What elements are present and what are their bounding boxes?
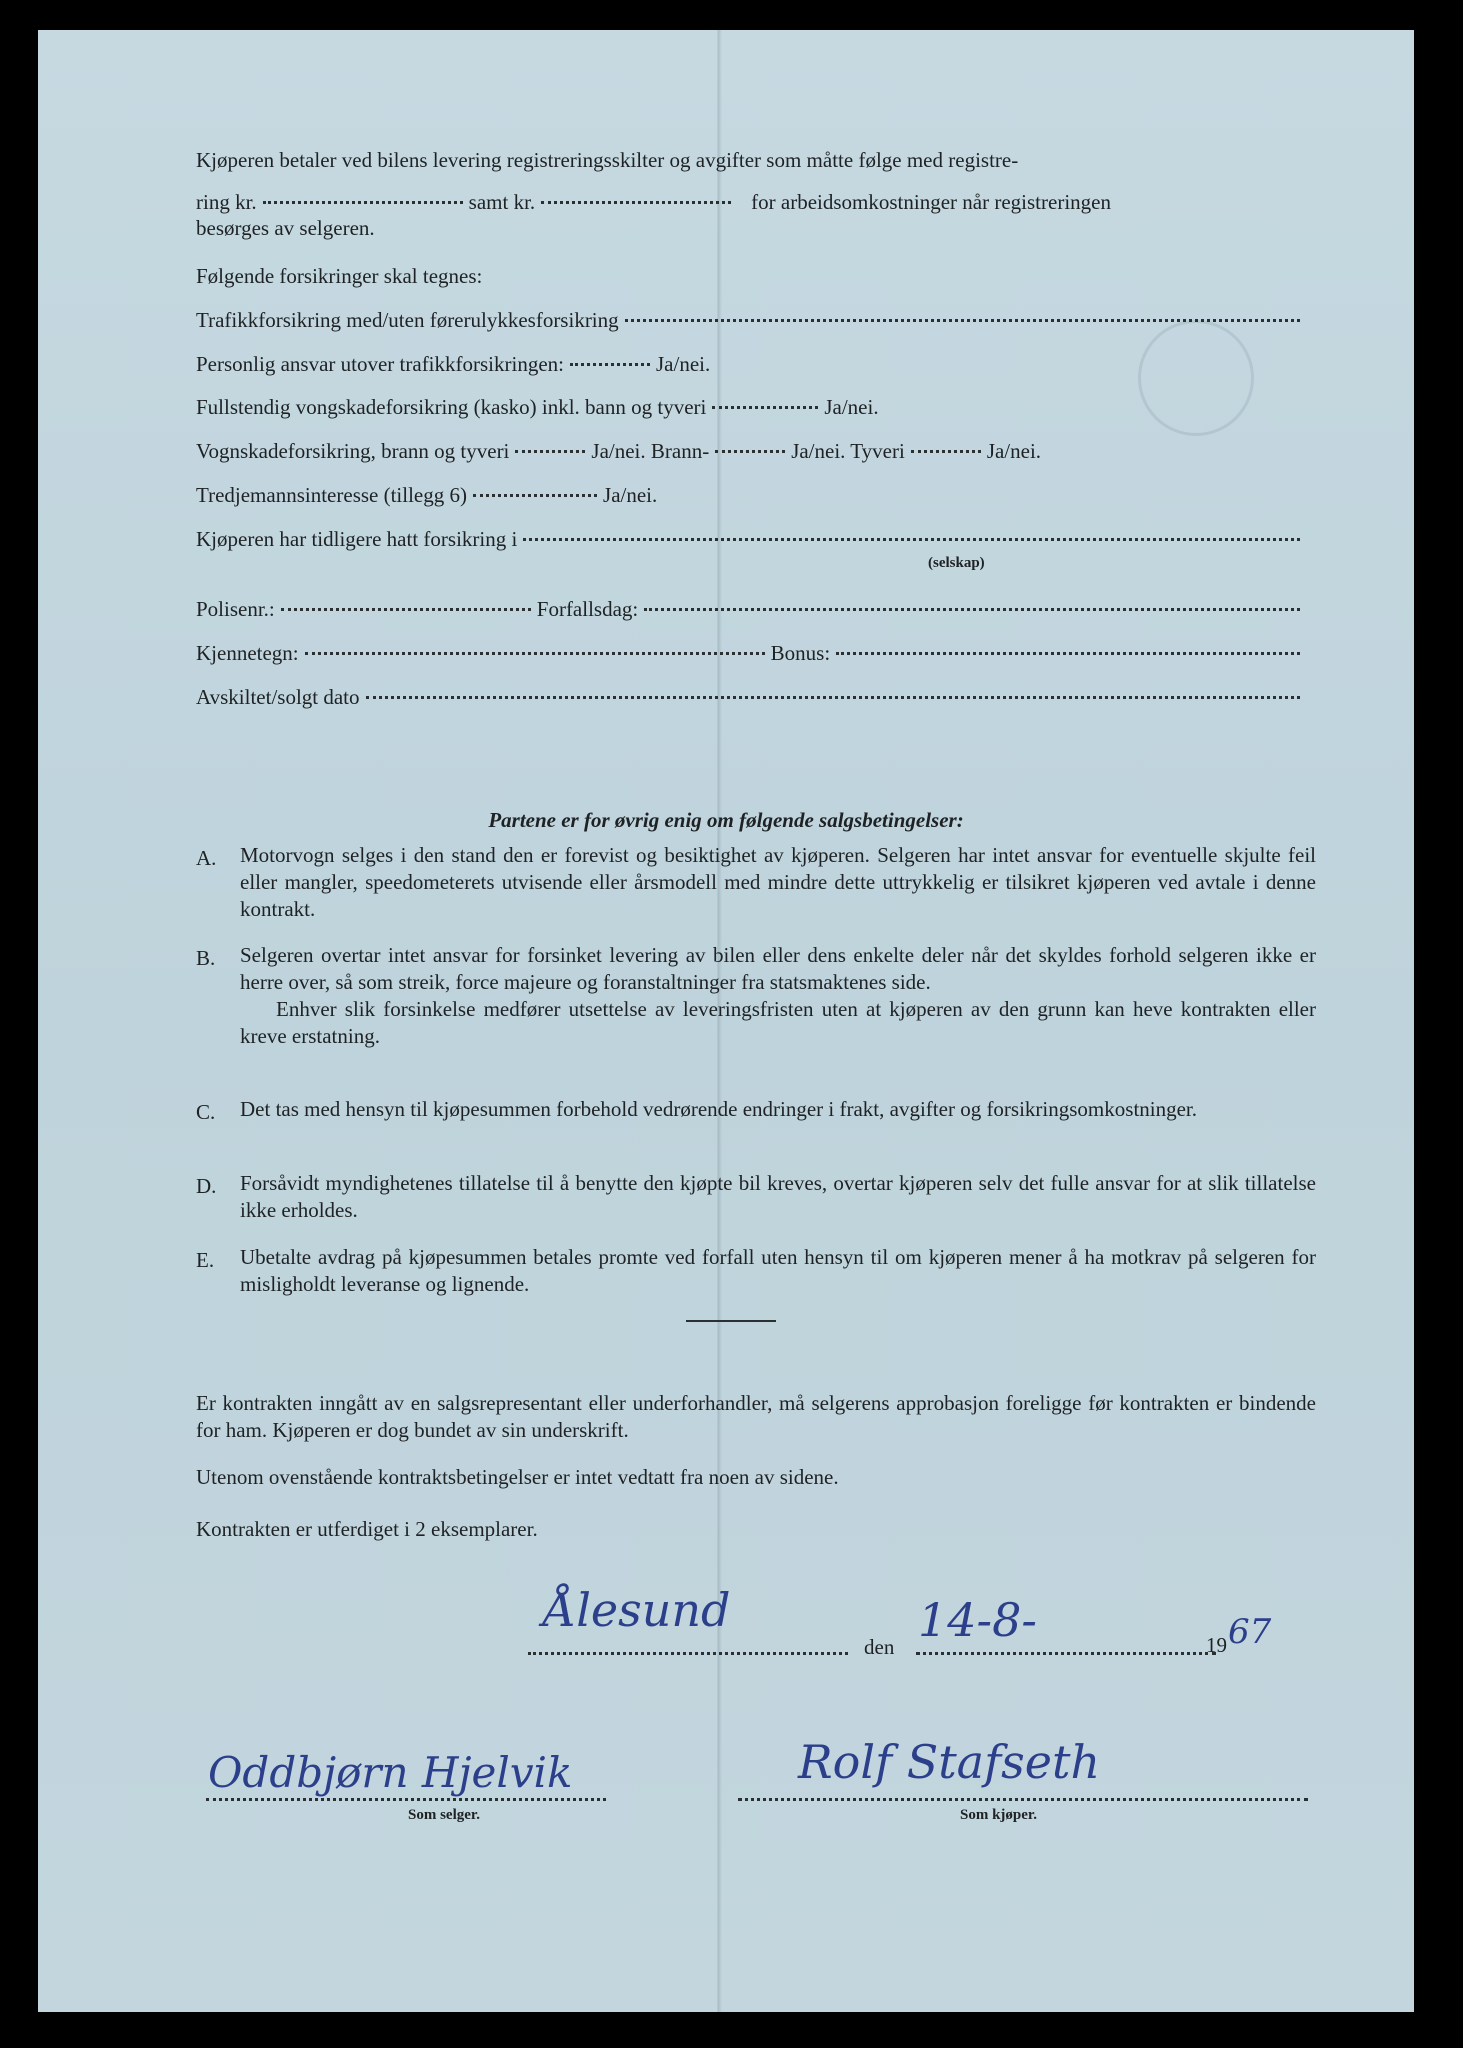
clause-letter: C. bbox=[196, 1100, 216, 1124]
clause-text: Ubetalte avdrag på kjøpesummen betales promte ved forfall uten hensyn til om kjøperen mener å ha motkrav på selgeren for misligholdt leveranse og lignende. bbox=[240, 1245, 1316, 1296]
divider bbox=[686, 1320, 776, 1322]
handwritten-place: Ålesund bbox=[543, 1583, 731, 1637]
plate-field[interactable] bbox=[305, 652, 765, 655]
clause-letter: D. bbox=[196, 1174, 217, 1198]
clause-b-main: Selgeren overtar intet ansvar for forsinket levering av bilen eller dens enkelte deler når det skyldes forhold selgeren ikke er herre over, så som streik, force majeure og foranstaltninger fra statsmaktenes side. bbox=[240, 943, 1316, 994]
intro-text-3: besørges av selgeren. bbox=[196, 216, 375, 240]
prior-insurance-row bbox=[196, 527, 1306, 552]
clause-a bbox=[196, 842, 1316, 923]
prior-insurance-label: Kjøperen har tidligere hatt forsikring i bbox=[196, 527, 518, 551]
clause-b bbox=[196, 942, 1316, 1050]
prior-insurance-company-field[interactable] bbox=[523, 538, 1300, 541]
place-field[interactable] bbox=[528, 1652, 848, 1655]
seller-label: Som selger. bbox=[408, 1807, 480, 1823]
buyer-label: Som kjøper. bbox=[960, 1807, 1037, 1823]
clause-e bbox=[196, 1244, 1316, 1298]
full-insurance-label: Fullstendig vongskadeforsikring (kasko) inkl. bann og tyveri bbox=[196, 395, 707, 419]
policy-row bbox=[196, 597, 1306, 622]
intro-line-1 bbox=[196, 148, 1306, 173]
personal-liability-label: Personlig ansvar utover trafikkforsikringen: bbox=[196, 352, 564, 376]
clause-b-note: Enhver slik forsinkelse medfører utsettelse av leveringsfristen uten at kjøperen av den grunn kan heve kontrakten eller kreve erstatning. bbox=[240, 997, 1316, 1048]
intro-text-1: Kjøperen betaler ved bilens levering registreringsskilter og avgifter som måtte følge med registre- bbox=[196, 148, 1019, 172]
den-label: den bbox=[864, 1635, 895, 1659]
closing-approval: Er kontrakten inngått av en salgsrepresentant eller underforhandler, må selgerens approbasjon foreligge før kontrakten er bindende for ham. Kjøperen er dog bundet av sin underskrift. bbox=[196, 1391, 1316, 1442]
vehicle-insurance-label: Vognskadeforsikring, brann og tyveri bbox=[196, 439, 510, 463]
vehicle-insurance-row bbox=[196, 439, 1306, 464]
bonus-label: Bonus: bbox=[770, 641, 831, 665]
closing-copies: Kontrakten er utferdiget i 2 eksemplarer. bbox=[196, 1517, 538, 1541]
third-party-field[interactable] bbox=[473, 494, 597, 497]
buyer-signature-field[interactable] bbox=[738, 1798, 1308, 1801]
clause-c bbox=[196, 1096, 1316, 1125]
sold-date-field[interactable] bbox=[366, 696, 1300, 699]
terms-heading: Partene er for øvrig enig om følgende salgsbetingelser: bbox=[488, 808, 964, 832]
additional-kr-label: samt kr. bbox=[468, 190, 536, 214]
full-insurance-yes-no: Ja/nei. bbox=[824, 395, 879, 419]
due-date-label: Forfallsdag: bbox=[536, 597, 639, 621]
clause-text: Det tas med hensyn til kjøpesummen forbehold vedrørende endringer i frakt, avgifter og forsikringsomkostninger. bbox=[240, 1097, 1198, 1121]
plate-label: Kjennetegn: bbox=[196, 641, 299, 665]
full-insurance-field[interactable] bbox=[712, 406, 818, 409]
clause-text: Motorvogn selges i den stand den er forevist og besiktighet av kjøperen. Selgeren har intet ansvar for eventuelle skjulte feil eller mangler, speedometerets utvisende eller årsmodell med mindre dette uttrykkelig er tilsikret kjøperen ved avtale i denne kontrakt. bbox=[240, 843, 1316, 921]
closing-no-other-terms: Utenom ovenstående kontraktsbetingelser er intet vedtatt fra noen av sidene. bbox=[196, 1465, 839, 1489]
company-caption: (selskap) bbox=[928, 555, 985, 571]
traffic-insurance-row bbox=[196, 308, 1306, 333]
intro-line-2 bbox=[196, 190, 1306, 215]
sold-date-row bbox=[196, 685, 1306, 710]
fire-field[interactable] bbox=[715, 450, 785, 453]
personal-liability-field[interactable] bbox=[570, 363, 650, 366]
year-prefix: 19 bbox=[1206, 1633, 1227, 1657]
vehicle-insurance-theft-label: Ja/nei. Tyveri bbox=[791, 439, 905, 463]
clause-text bbox=[240, 942, 1316, 1050]
clause-letter: A. bbox=[196, 846, 217, 870]
intro-line-3 bbox=[196, 216, 1306, 241]
traffic-insurance-label: Trafikkforsikring med/uten førerulykkesforsikring bbox=[196, 308, 619, 332]
insurance-title-text: Følgende forsikringer skal tegnes: bbox=[196, 264, 483, 288]
due-date-field[interactable] bbox=[644, 608, 1300, 611]
sold-date-label: Avskiltet/solgt dato bbox=[196, 685, 360, 709]
insurance-title bbox=[196, 264, 1306, 289]
third-party-label: Tredjemannsinteresse (tillegg 6) bbox=[196, 483, 468, 507]
registration-amount-field[interactable] bbox=[263, 201, 463, 204]
personal-liability-yes-no: Ja/nei. bbox=[656, 352, 711, 376]
handwritten-year: 67 bbox=[1228, 1612, 1272, 1652]
traffic-insurance-field[interactable] bbox=[625, 319, 1300, 322]
registration-kr-label: ring kr. bbox=[196, 190, 257, 214]
handwritten-date: 14-8- bbox=[918, 1593, 1037, 1647]
clause-text: Forsåvidt myndighetenes tillatelse til å benytte den kjøpte bil kreves, overtar kjøperen selv det fulle ansvar for at slik tillatelse ikke erholdes. bbox=[240, 1171, 1316, 1222]
labour-cost-text: for arbeidsomkostninger når registreringen bbox=[751, 190, 1111, 214]
clause-d bbox=[196, 1170, 1316, 1224]
seller-signature-field[interactable] bbox=[206, 1798, 606, 1801]
policy-number-label: Polisenr.: bbox=[196, 597, 275, 621]
third-party-yes-no: Ja/nei. bbox=[603, 483, 658, 507]
personal-liability-row bbox=[196, 352, 1306, 377]
seller-signature: Oddbjørn Hjelvik bbox=[208, 1748, 573, 1797]
vehicle-insurance-fire-label: Ja/nei. Brann- bbox=[591, 439, 710, 463]
date-field[interactable] bbox=[916, 1652, 1216, 1655]
vehicle-insurance-field[interactable] bbox=[515, 450, 585, 453]
contract-page bbox=[38, 30, 1414, 2012]
policy-number-field[interactable] bbox=[281, 608, 531, 611]
third-party-row bbox=[196, 483, 1306, 508]
full-insurance-row bbox=[196, 395, 1306, 420]
clause-letter: E. bbox=[196, 1248, 215, 1272]
additional-amount-field[interactable] bbox=[541, 201, 731, 204]
clause-letter: B. bbox=[196, 946, 216, 970]
theft-field[interactable] bbox=[911, 450, 981, 453]
theft-yes-no: Ja/nei. bbox=[986, 439, 1042, 463]
buyer-signature: Rolf Stafseth bbox=[798, 1735, 1101, 1789]
plate-row bbox=[196, 641, 1306, 666]
bonus-field[interactable] bbox=[836, 652, 1300, 655]
